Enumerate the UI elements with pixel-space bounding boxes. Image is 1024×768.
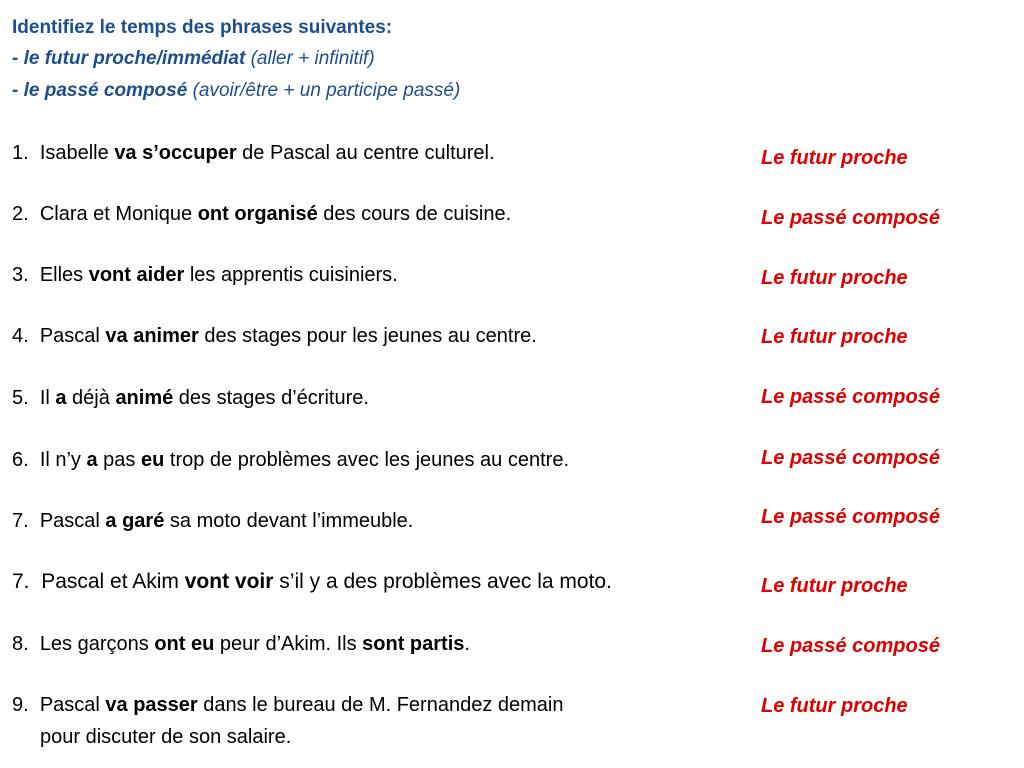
sentence-number: 1. xyxy=(12,142,29,164)
sentence-text: pas xyxy=(97,449,141,471)
sentence-number: 7. xyxy=(12,510,29,532)
sentence-text: de Pascal au centre culturel. xyxy=(236,142,495,164)
answer-2: Le passé composé xyxy=(761,207,940,229)
instructions-title: Identifiez le temps des phrases suivantes: xyxy=(12,17,393,38)
sentence-number: 5. xyxy=(12,387,29,409)
sentence-text: Isabelle xyxy=(39,142,115,164)
sentence-text: déjà xyxy=(66,387,116,409)
sentence-text: . xyxy=(464,633,470,655)
answer-7: Le passé composé xyxy=(761,506,940,528)
sentence-verb: ont organisé xyxy=(197,203,318,225)
sentence-number: 6. xyxy=(12,449,29,471)
sentence-3 xyxy=(12,263,398,287)
option-futur-note: (aller + infinitif) xyxy=(245,48,375,69)
sentence-9-continuation: pour discuter de son salaire. xyxy=(40,726,292,748)
sentence-verb: a xyxy=(86,449,98,471)
answer-4: Le futur proche xyxy=(761,326,908,348)
sentence-text: Les garçons xyxy=(39,633,155,655)
sentence-5 xyxy=(12,386,369,410)
sentence-number: 2. xyxy=(12,203,29,225)
sentence-text: Pascal xyxy=(39,510,106,532)
answer-3: Le futur proche xyxy=(761,267,908,289)
option-passe-term: - le passé composé xyxy=(12,80,188,101)
sentence-4 xyxy=(12,324,537,348)
sentence-1 xyxy=(12,141,495,165)
sentence-verb: animé xyxy=(115,387,174,409)
sentence-number: 8. xyxy=(12,633,29,655)
sentence-text: Il n’y xyxy=(39,449,87,471)
answer-1: Le futur proche xyxy=(761,147,908,169)
sentence-text: s’il y a des problèmes avec la moto. xyxy=(273,570,612,593)
sentence-verb: sont partis xyxy=(362,633,465,655)
sentence-text: Elles xyxy=(39,264,89,286)
answer-9: Le futur proche xyxy=(761,695,908,717)
sentence-text: des stages pour les jeunes au centre. xyxy=(198,325,537,347)
sentence-verb: ont eu xyxy=(154,633,215,655)
sentence-verb: a garé xyxy=(105,510,165,532)
option-passe-note: (avoir/être + un participe passé) xyxy=(187,80,461,101)
instructions-option-futur xyxy=(12,48,375,70)
sentence-verb: va passer xyxy=(105,694,198,716)
sentence-6 xyxy=(12,448,569,472)
instructions-option-passe xyxy=(12,80,460,102)
sentence-8 xyxy=(12,632,470,656)
sentence-text: Pascal xyxy=(39,325,106,347)
sentence-text: Pascal et Akim xyxy=(41,570,185,593)
sentence-7b xyxy=(12,570,612,594)
sentence-9 xyxy=(12,693,563,717)
sentence-text: des stages d’écriture. xyxy=(173,387,369,409)
answer-6: Le passé composé xyxy=(761,447,940,469)
sentence-text: Il xyxy=(39,387,56,409)
option-futur-term: - le futur proche/immédiat xyxy=(12,48,246,69)
sentence-text: des cours de cuisine. xyxy=(317,203,512,225)
sentence-text: les apprentis cuisiniers. xyxy=(184,264,398,286)
sentence-2 xyxy=(12,202,511,226)
sentence-text: Clara et Monique xyxy=(39,203,198,225)
answer-7b: Le futur proche xyxy=(761,575,908,597)
sentence-verb: vont voir xyxy=(184,570,274,593)
sentence-verb: va s’occuper xyxy=(114,142,237,164)
sentence-number: 3. xyxy=(12,264,29,286)
sentence-verb: vont aider xyxy=(88,264,185,286)
sentence-text: dans le bureau de M. Fernandez demain xyxy=(197,694,564,716)
sentence-verb: eu xyxy=(140,449,165,471)
sentence-verb: a xyxy=(55,387,67,409)
sentence-text: peur d’Akim. Ils xyxy=(214,633,363,655)
sentence-text: Pascal xyxy=(39,694,106,716)
answer-8: Le passé composé xyxy=(761,635,940,657)
sentence-number: 9. xyxy=(12,694,29,716)
sentence-verb: va animer xyxy=(105,325,199,347)
sentence-text: sa moto devant l’immeuble. xyxy=(164,510,414,532)
answer-5: Le passé composé xyxy=(761,386,940,408)
sentence-number: 4. xyxy=(12,325,29,347)
sentence-number: 7. xyxy=(12,570,30,593)
sentence-text: trop de problèmes avec les jeunes au centre. xyxy=(164,449,570,471)
sentence-7 xyxy=(12,509,413,533)
